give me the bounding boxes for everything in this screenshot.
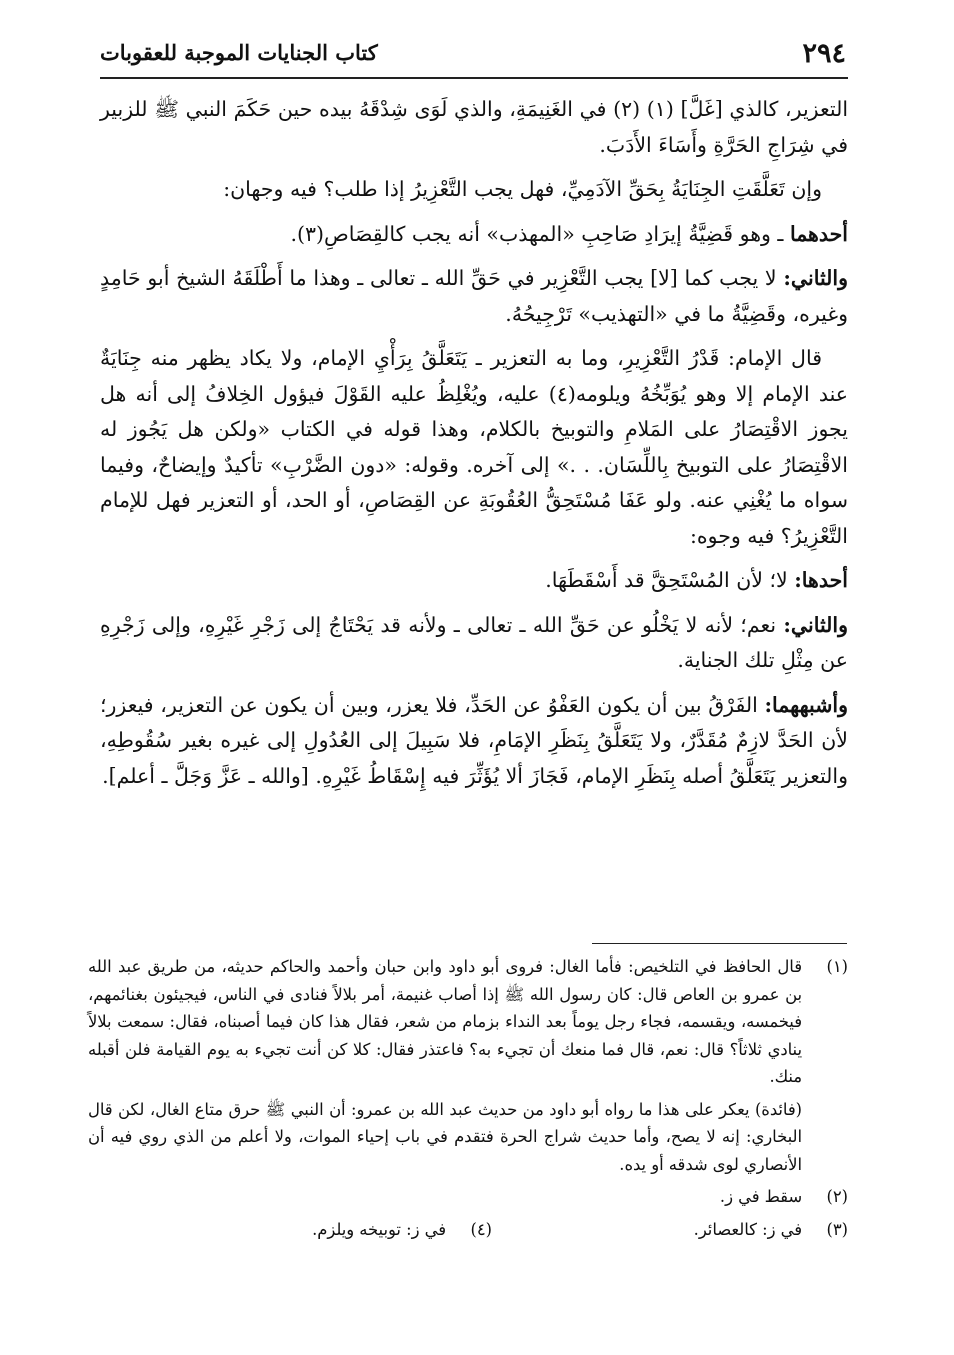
running-title: كتاب الجنايات الموجبة للعقوبات	[100, 40, 378, 65]
paragraph-7: والثاني: نعم؛ لأنه لا يَخْلُو عن حَقِّ الله ـ تعالى ـ ولأنه قد يَحْتَاجُ إلى زَجْرِ غَيْرِهِ، وإلى زَجْرِهِ عن مِثْلِ تلك الجناية.	[100, 612, 848, 672]
header-divider	[100, 77, 848, 79]
footnote-number: (١)	[826, 957, 848, 976]
paragraph-lead: والثاني:	[783, 612, 848, 637]
footnote-divider	[592, 943, 847, 944]
paragraph-8: وأشبههما: الفَرْقُ بين أن يكون العَفْوُ عن الحَدِّ، فلا يعزر، وبين أن يكون عن التعزير، فيعزر؛ لأن الحَدَّ لازِمٌ مُقَدَّرٌ، ولا يَتَعَلَّقُ بِنَظَرِ الإمَامِ، فلا سَبِيلَ إلى العُدُولِ إلى غيره بغير سُقُوطِهِ، والتعزير يَتَعَلَّقُ أصله بِنَظَرِ الإمام، فَجَازَ ألا يُؤَثِّرَ فيه إِسْقَاطُ غَيْرِهِ. [والله ـ عَزَّ وَجَلَّ ـ أعلم].	[100, 692, 848, 788]
page-number: ٢٩٤	[802, 38, 846, 69]
footnote-3	[492, 1216, 848, 1249]
main-text	[100, 92, 848, 803]
footnotes	[88, 953, 848, 1252]
paragraph-3: أحدهما ـ وهو قَضِيَّةُ إيرَادِ صَاحِبِ «المهذب» أنه يجب كالقِصَاصِ(٣).	[290, 221, 848, 246]
paragraph-lead: والثاني:	[783, 266, 848, 290]
footnote-4	[136, 1216, 492, 1249]
footnote-text: (فائدة) يعكر على هذا ما رواه أبو داود من حديث عبد الله بن عمرو: أن النبي ﷺ حرق متاع الغال، لكن قال البخاري: إنه لا يصح، وأما حديث شراج الحرة فتقدم في باب إحياء الموات، ولا أعلم من الذي روي فيه أن الأنصاري لوى شدقه أو يده.	[88, 1099, 802, 1174]
page-header	[100, 30, 848, 74]
footnote-text: قال الحافظ في التلخيص: فأما الغال: فروى أبو داود وابن حبان وأحمد والحاكم حديثه، من طريق عبد الله بن عمرو بن العاص قال: كان رسول الله ﷺ إذا أصاب غنيمة، أمر بلالاً فنادى في الناس، فيجيئون بغنائمهم، فيخمسه، ويقسمه، فجاء رجل يوماً بعد النداء بزمام من شعر، فقال هذا كان فيما أصبناه، فقال: سمعت بلالاً ينادي ثلاثاً؟ قال: نعم، قال فما منعك أن تجيء به؟ فاعتذر فقال: كلا كن أنت تجيء به يوم القيامة فلن أقبله منك.	[88, 957, 802, 1086]
footnote-text: في ز: توبيخه ويلزم.	[312, 1219, 446, 1239]
footnote-text: في ز: كالعصائر.	[693, 1219, 802, 1239]
footnote-number: (٢)	[826, 1187, 848, 1206]
paragraph-1: التعزير، كالذي [غَلَّ] (١) (٢) في الغَنِيمَةِ، والذي لَوَى شِدْقَهُ بيده حين حَكَمَ النبي ﷺ للزبير في شِرَاجِ الحَرَّةِ وأَسَاءَ الأَدَبَ.	[100, 97, 849, 157]
paragraph-lead: أحدها:	[794, 568, 848, 592]
paragraph-6: أحدها: لا؛ لأن المُسْتَحِقَّ قد أَسْقَطَهَا.	[545, 568, 848, 592]
footnote-2	[88, 1183, 848, 1211]
footnote-1	[88, 953, 848, 1178]
footnote-number: (٤)	[470, 1219, 492, 1239]
footnote-number: (٣)	[826, 1219, 848, 1239]
paragraph-lead: أحدهما	[789, 221, 848, 246]
paragraph-2: وإن تَعَلَّقَتِ الجِنَايَةُ بِحَقِّ الآدَمِيِّ، فهل يجب التَّعْزِيرُ إذا طلب؟ فيه وجهان:	[223, 177, 822, 201]
footnote-row	[88, 1216, 848, 1253]
paragraph-5: قال الإمام: قَدْرُ التَّعْزِيرِ، وما به التعزير ـ يَتَعَلَّقُ بِرَأْيِ الإمام، ولا يكاد يظهر منه جِنَايَةٌ عند الإمام إلا وهو يُوَبِّخُهُ ويلومه(٤) عليه، ويُغْلِظُ عليه القَوْلَ فيؤول الخِلافُ إلى أنه هل يجوز الاقْتِصَارُ على المَلامِ والتوبيخ بالكلام، وهذا قوله في الكتاب «ولكن هل يَجُوز له الاقْتِصَارُ على التوبيخ بِاللِّسَان. . .» إلى آخره. وقوله: «دون الضَّرْبِ» تأكيدٌ وإيضاحٌ، وفيما سواه ما يُغْنِي عنه. ولو عَفَا مُسْتَحِقُّ العُقُوبَةِ عن القِصَاصِ، أو الحد، أو التعزير فهل للإمام التَّعْزِيرُ؟ فيه وجوه:	[100, 346, 848, 548]
paragraph-lead: وأشبههما:	[764, 692, 848, 717]
paragraph-4: والثاني: لا يجب كما [لا] يجب التَّعْزِير في حَقِّ الله ـ تعالى ـ وهذا ما أَطْلَقَهُ الشيخ أبو حَامِدٍ وغيره، وقَضِيَّةُ ما في «التهذيب» تَرْجِيحُهُ.	[100, 266, 848, 326]
footnote-text: سقط في ز.	[719, 1187, 802, 1206]
